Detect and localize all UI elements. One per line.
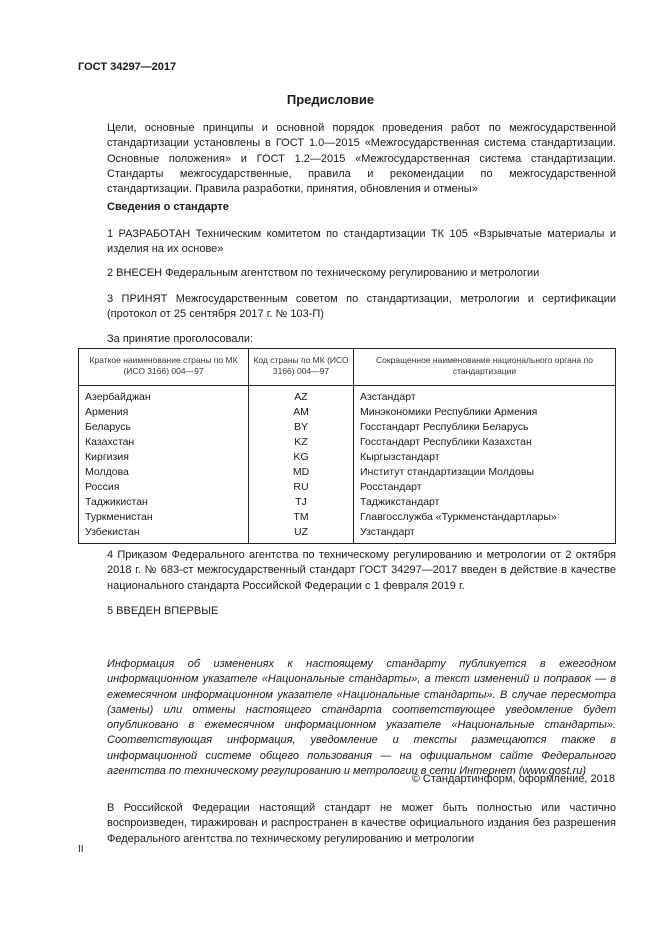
country-cell: Казахстан [79, 435, 249, 450]
table-row [79, 495, 616, 510]
country-cell: Таджикистан [79, 495, 249, 510]
body-cell: Госстандарт Республики Беларусь [354, 420, 616, 435]
info-heading [78, 200, 616, 215]
body-cell: Госстандарт Республики Казахстан [354, 435, 616, 450]
item-5-text: 5 ВВЕДЕН ВПЕРВЫЕ [107, 605, 219, 617]
body-cell: Узстандарт [354, 525, 616, 544]
rights-paragraph [78, 801, 616, 847]
item-5 [78, 604, 616, 619]
code-cell: KZ [249, 435, 354, 450]
page-number: II [78, 844, 84, 855]
body-cell: Главгосслужба «Туркменстандартлары» [354, 510, 616, 525]
voted-label [78, 332, 616, 347]
country-cell: Азербайджан [79, 386, 249, 406]
country-cell: Туркменистан [79, 510, 249, 525]
body-cell: Росстандарт [354, 480, 616, 495]
body-cell: Институт стандартизации Молдовы [354, 465, 616, 480]
table-row [79, 450, 616, 465]
table-row [79, 525, 616, 544]
code-cell: BY [249, 420, 354, 435]
body-cell: Таджикстандарт [354, 495, 616, 510]
table-row [79, 386, 616, 406]
country-cell: Узбекистан [79, 525, 249, 544]
voted-text: За принятие проголосовали: [107, 333, 254, 345]
voting-table [78, 348, 616, 544]
country-cell: Молдова [79, 465, 249, 480]
body-cell: Кыргызстандарт [354, 450, 616, 465]
header-body: Сокращенное наименование национального органа по стандартизации [354, 349, 616, 386]
rights-text: В Российской Федерации настоящий стандарт не может быть полностью или частично воспроизведен, тиражирован и распространен в качестве официального издания без разрешения Федерального агентства по техническому регулированию и метрологии [107, 802, 616, 845]
copyright-line: © Стандартинформ, оформление, 2018 [411, 773, 615, 785]
table-row [79, 420, 616, 435]
country-cell: Беларусь [79, 420, 249, 435]
item-1 [78, 227, 616, 258]
table-row [79, 405, 616, 420]
table-header-row [79, 349, 616, 386]
table-row [79, 480, 616, 495]
item-4 [78, 548, 616, 594]
country-cell: Киргизия [79, 450, 249, 465]
page-title: Предисловие [286, 92, 375, 107]
body-cell: Минэкономики Республики Армения [354, 405, 616, 420]
body-cell: Азстандарт [354, 386, 616, 406]
document-header: ГОСТ 34297—2017 [78, 61, 177, 73]
code-cell: UZ [249, 525, 354, 544]
item-2-text: 2 ВНЕСЕН Федеральным агентством по техническому регулированию и метрологии [107, 267, 540, 279]
code-cell: TJ [249, 495, 354, 510]
code-cell: KG [249, 450, 354, 465]
code-cell: MD [249, 465, 354, 480]
item-4-text: 4 Приказом Федерального агентства по техническому регулированию и метрологии от 2 октября 2018 г. № 683-ст межгосударственный стандарт ГОСТ 34297—2017 введен в действие в качестве национального стандарта Российской Федерации с 1 февраля 2019 г. [107, 549, 616, 592]
country-cell: Армения [79, 405, 249, 420]
table-row [79, 465, 616, 480]
info-heading-text: Сведения о стандарте [107, 201, 229, 213]
item-1-text: 1 РАЗРАБОТАН Техническим комитетом по стандартизации ТК 105 «Взрывчатые материалы и изделия на их основе» [107, 228, 616, 256]
item-3 [78, 292, 616, 323]
notice-text: Информация об изменениях к настоящему стандарту публикуется в ежегодном информационном указателе «Национальные стандарты», а текст изменений и поправок — в ежемесячном информационном указателе «Национальные стандарты». В случае пересмотра (замены) или отмены настоящего стандарта соответствующее уведомление будет опубликовано в ежемесячном информационном указателе «Национальные стандарты». Соответствующая информация, уведомление и тексты размещаются также в информационной системе общего пользования — на официальном сайте Федерального агентства по техническому регулированию и метрологии в сети Интернет (www.gost.ru) [107, 658, 616, 778]
code-cell: AM [249, 405, 354, 420]
header-code: Код страны по МК (ИСО 3166) 004—97 [249, 349, 354, 386]
intro-paragraph [78, 121, 616, 197]
table-row [79, 435, 616, 450]
item-2 [78, 266, 616, 281]
notice-paragraph [78, 657, 616, 779]
header-country: Краткое наименование страны по МК (ИСО 3166) 004—97 [79, 349, 249, 386]
table-row [79, 510, 616, 525]
code-cell: RU [249, 480, 354, 495]
code-cell: TM [249, 510, 354, 525]
item-3-text: 3 ПРИНЯТ Межгосударственным советом по стандартизации, метрологии и сертификации (протокол от 25 сентября 2017 г. № 103-П) [107, 293, 616, 321]
code-cell: AZ [249, 386, 354, 406]
country-cell: Россия [79, 480, 249, 495]
intro-text: Цели, основные принципы и основной порядок проведения работ по межгосударственной стандартизации установлены в ГОСТ 1.0—2015 «Межгосударственная система стандартизации. Основные положения» и ГОСТ 1.2—2015 «Межгосударственная система стандартизации. Стандарты межгосударственные, правила и рекомендации по межгосударственной стандартизации. Правила разработки, принятия, обновления и отмены» [107, 122, 616, 196]
